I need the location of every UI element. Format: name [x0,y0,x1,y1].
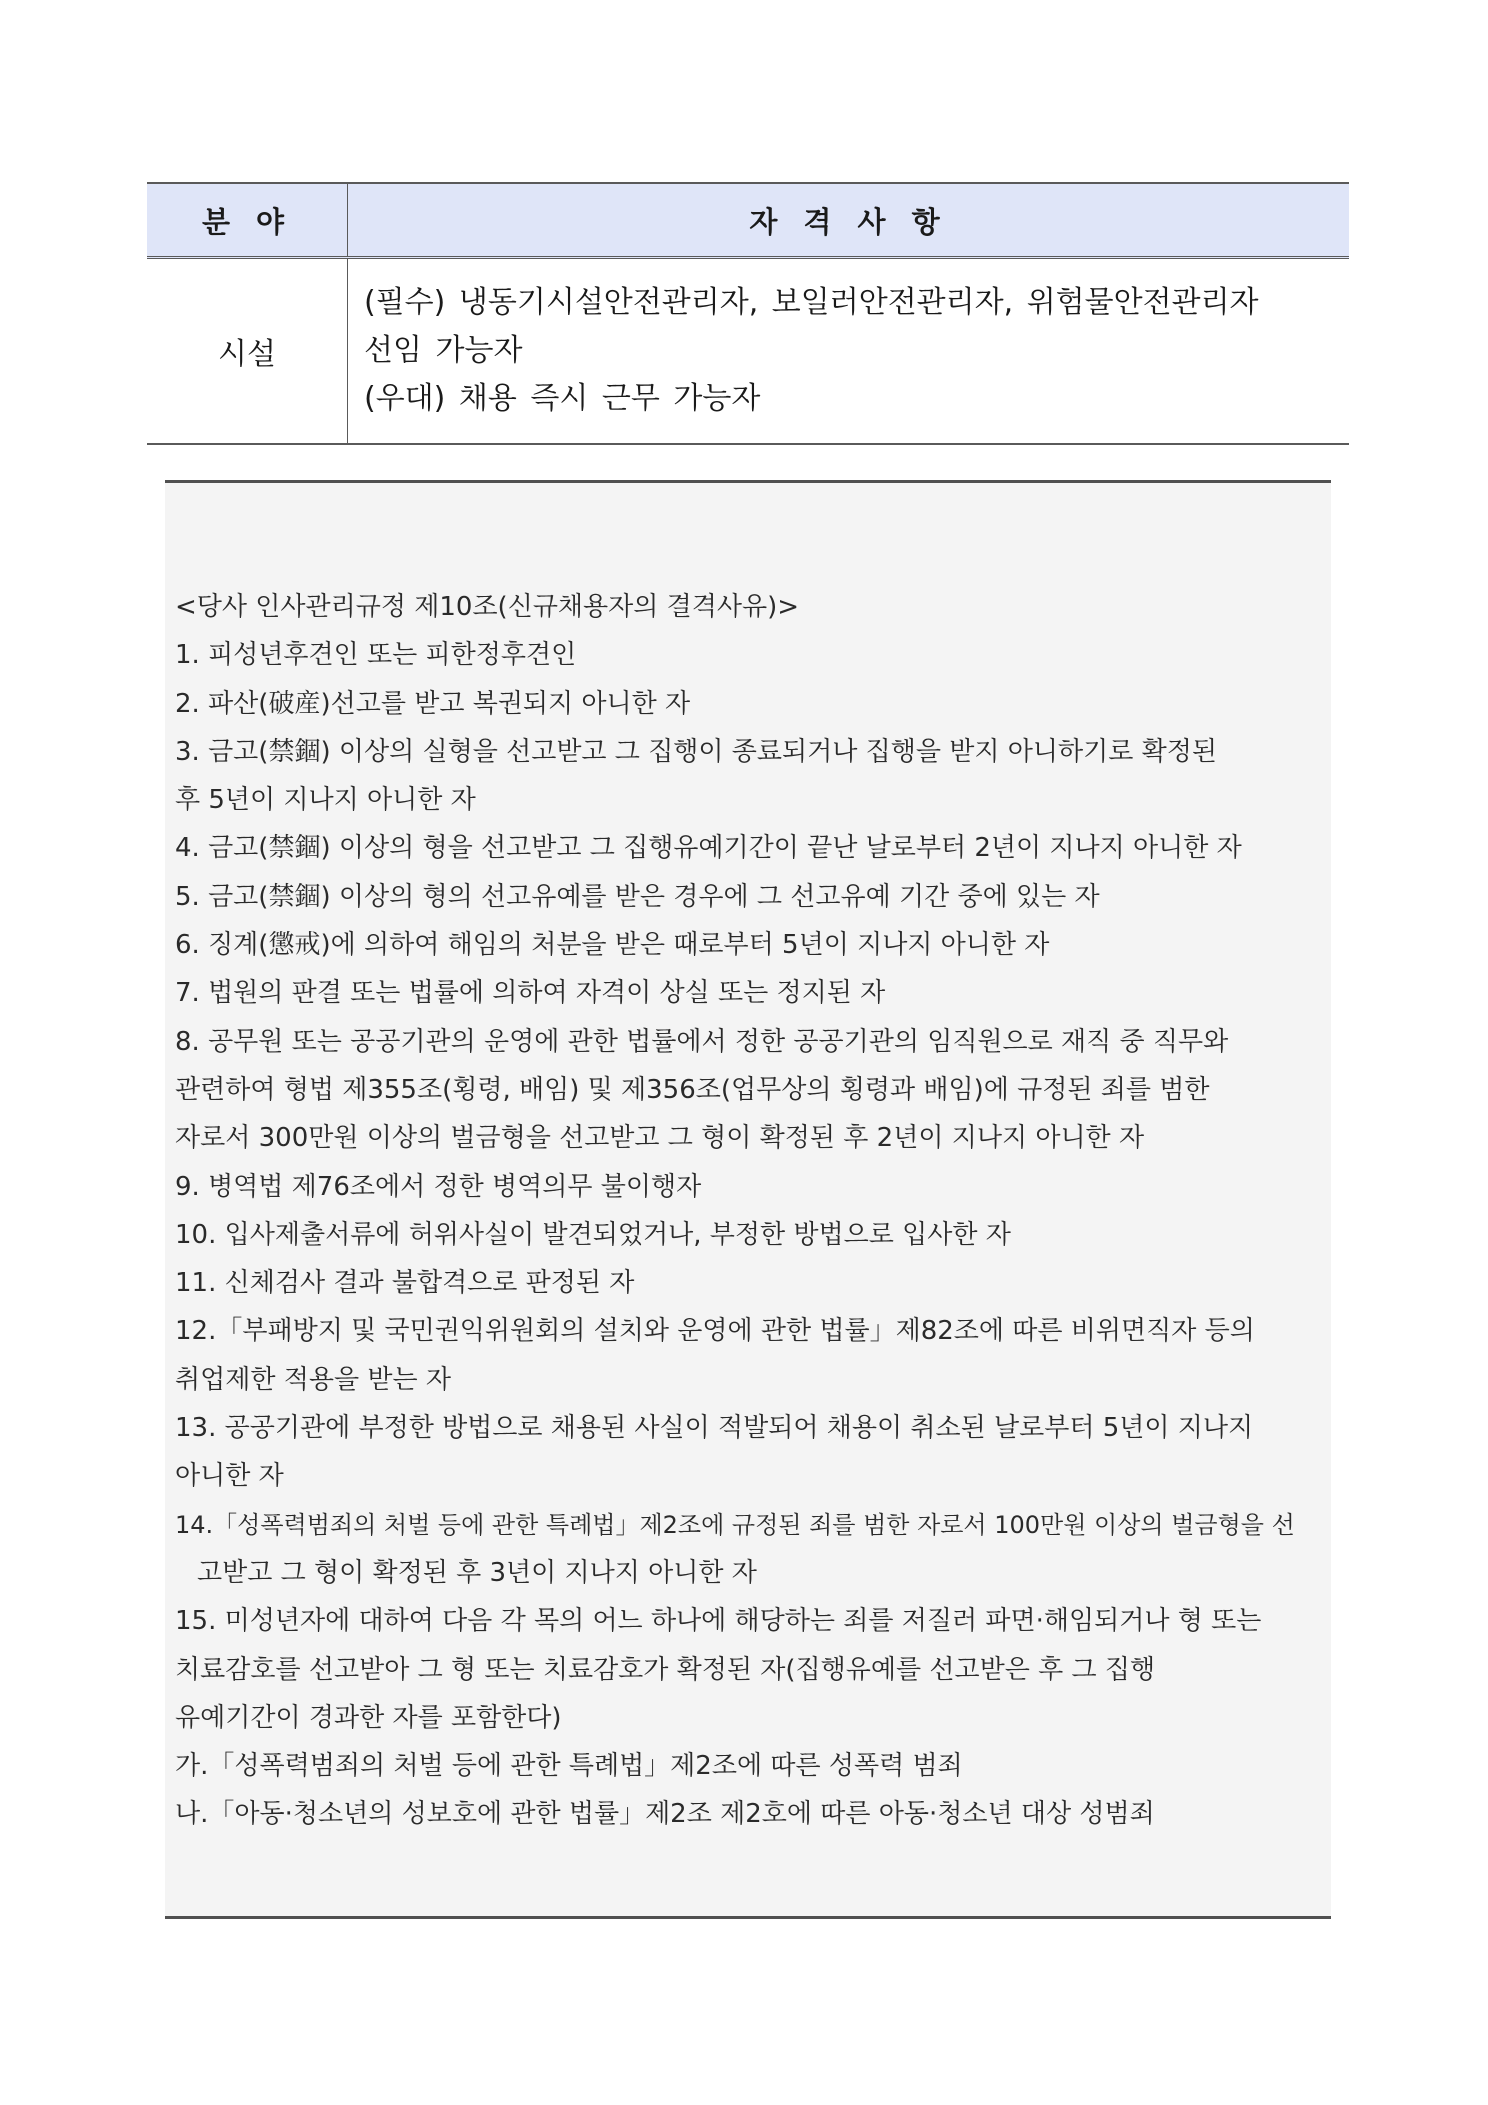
regulation-line: 4. 금고(禁錮) 이상의 형을 선고받고 그 집행유예기간이 끝난 날로부터 2년이 지나지 아니한 자 [175,833,1242,864]
regulation-box [165,480,1331,1919]
regulation-line: 14.「성폭력범죄의 처벌 등에 관한 특례법」제2조에 규정된 죄를 범한 자로서 100만원 이상의 벌금형을 선 [175,1510,1295,1539]
regulation-line: 1. 피성년후견인 또는 피한정후견인 [175,640,577,671]
row-requirements [348,258,1350,445]
regulation-line: 15. 미성년자에 대하여 다음 각 목의 어느 하나에 해당하는 죄를 저질러 파면·해임되거나 형 또는 [175,1606,1262,1637]
regulation-line: 9. 병역법 제76조에서 정한 병역의무 불이행자 [175,1171,702,1202]
requirement-line: (우대) 채용 즉시 근무 가능자 [364,381,761,416]
regulation-line: 취업제한 적용을 받는 자 [175,1364,451,1395]
regulation-line: 12.「부패방지 및 국민권익위원회의 설치와 운영에 관한 법률」제82조에 따른 비위면직자 등의 [175,1316,1255,1347]
table-header-row [147,183,1349,258]
regulation-line: 관련하여 형법 제355조(횡령, 배임) 및 제356조(업무상의 횡령과 배임)에 규정된 죄를 범한 [175,1074,1210,1105]
regulation-line: 10. 입사제출서류에 허위사실이 발견되었거나, 부정한 방법으로 입사한 자 [175,1219,1011,1250]
regulation-line: 13. 공공기관에 부정한 방법으로 채용된 사실이 적발되어 채용이 취소된 날로부터 5년이 지나지 [175,1413,1254,1444]
regulation-line: 후 5년이 지나지 아니한 자 [175,785,476,816]
regulation-line: 고받고 그 형이 확정된 후 3년이 지나지 아니한 자 [197,1557,757,1588]
requirement-line: 선임 가능자 [364,333,523,368]
regulation-line: 8. 공무원 또는 공공기관의 운영에 관한 법률에서 정한 공공기관의 임직원으로 재직 중 직무와 [175,1026,1229,1057]
regulation-line: 5. 금고(禁錮) 이상의 형의 선고유예를 받은 경우에 그 선고유예 기간 중에 있는 자 [175,881,1100,912]
regulation-line: 나.「아동·청소년의 성보호에 관한 법률」제2조 제2호에 따른 아동·청소년 대상 성범죄 [175,1799,1155,1830]
regulation-title: <당사 인사관리규정 제10조(신규채용자의 결격사유)> [175,592,800,622]
regulation-line: 11. 신체검사 결과 불합격으로 판정된 자 [175,1268,635,1299]
regulation-line: 7. 법원의 판결 또는 법률에 의하여 자격이 상실 또는 정지된 자 [175,978,886,1009]
regulation-line: 유예기간이 경과한 자를 포함한다) [175,1702,562,1733]
regulation-line: 아니한 자 [175,1461,284,1492]
regulation-line: 3. 금고(禁錮) 이상의 실형을 선고받고 그 집행이 종료되거나 집행을 받지 아니하기로 확정된 [175,736,1217,767]
requirement-line: (필수) 냉동기시설안전관리자, 보일러안전관리자, 위험물안전관리자 [364,285,1259,320]
regulation-line: 치료감호를 선고받아 그 형 또는 치료감호가 확정된 자(집행유예를 선고받은 후 그 집행 [175,1654,1156,1685]
regulation-line: 2. 파산(破産)선고를 받고 복권되지 아니한 자 [175,688,691,719]
regulation-line: 자로서 300만원 이상의 벌금형을 선고받고 그 형이 확정된 후 2년이 지나지 아니한 자 [175,1123,1145,1154]
header-field: 분 야 [147,183,348,258]
header-requirements: 자 격 사 항 [348,183,1350,258]
row-field: 시설 [147,258,348,445]
qualification-table [147,182,1349,445]
regulation-line: 6. 징계(懲戒)에 의하여 해임의 처분을 받은 때로부터 5년이 지나지 아니한 자 [175,930,1050,961]
table-row [147,258,1349,445]
regulation-line: 가.「성폭력범죄의 처벌 등에 관한 특례법」제2조에 따른 성폭력 범죄 [175,1751,963,1782]
regulation-text [175,583,1311,1839]
